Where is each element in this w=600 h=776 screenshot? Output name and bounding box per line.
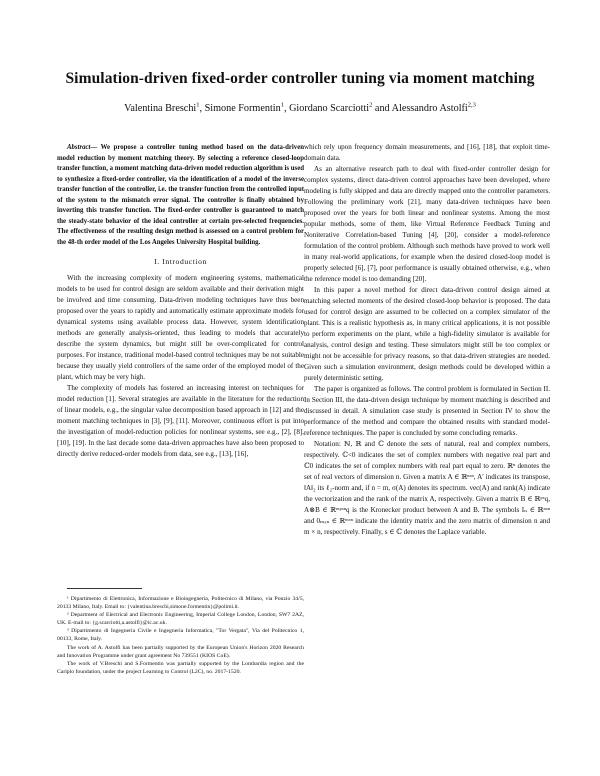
footnotes [57,588,304,676]
author-affiliation: 2,3 [467,101,476,109]
author-name: Simone Formentin [204,103,281,114]
abstract-label: Abstract [67,144,91,151]
author-name: Alessandro Astolfi [391,103,468,114]
left-column [57,143,304,460]
footnote: The work of V.Breschi and S.Formentin was partially supported by the Lombardia region and the Cariplo foundation, under the project Learning to Control (L2C), no. 2017-1520. [57,660,304,675]
author-affiliation: 1 [196,101,200,109]
paragraph: The complexity of models has fostered an increasing interest on techniques for model reduction [1]. Several strategies are available in the literature for the reduction of linear models, e.g., the singular value decomposition based approach in [12] and the moment matching techniques in [3], [9], [11]. Moreover, continuous effort is put into the investigation of model-reduction policies for nonlinear systems, see e.g., [2], [8], [10], [19]. In the last decade some data-driven approaches have also been proposed to directly derive reduced-order models from data, see e.g., [13], [16], [57,384,304,458]
author-name: Valentina Breschi [124,103,197,114]
paragraph: In this paper a novel method for direct data-driven control design aimed at matching selected moments of the desired closed-loop behavior is proposed. The data used for control design are assumed to be collected on a complex simulator of the plant. This is a realistic hypothesis as, in many critical applications, it is not possible to perform experiments on the plant, while a high-fidelity simulator is available for analysis, control design and testing. These simulators might still be too complex or might not be accessible for privacy reasons, so that data-driven strategies are needed. Given such a simulation environment, design methods could be developed within a purely deterministic setting. [304,286,550,382]
footnote: ² Department of Electrical and Electronic Engineering, Imperial College London, London, SW7 2AZ, UK. E-mail to: {g.scarciotti,a.astolfi}@ic.ac.uk. [57,612,304,627]
paragraph: As an alternative research path to deal with fixed-order controller design for complex systems, direct data-driven control approaches have been developed, where modeling is fully skipped and data are directly mapped onto the controller parameters. Following the preliminary work [21], many data-driven techniques have been proposed over the years for both linear and nonlinear systems. Among the most popular methods, some of them, like Virtual Reference Feedback Tuning and Noniterative Correlation-based Tuning [4], [20], consider a model-reference formulation of the control problem. Although such methods have proved to work well in many real-world applications, for example when the desired closed-loop model is properly selected [6], [7], poor performance is usually obtained otherwise, e.g., when the reference model is too demanding [20]. [304,165,550,283]
notation-paragraph: Notation: ℕ, ℝ and ℂ denote the sets of natural, real and complex numbers, respectively. ℂ<0 indicates the set of complex numbers with negative real part and ℂ0 indicates the set of complex numbers with real part equal to zero. ℝⁿ denotes the set of real vectors of dimension n. Given a matrix A ∈ ℝⁿˣⁿ, A′ indicates its transpose, ‖A‖₂ its ℓ₂-norm and, if n = m, σ(A) denotes its spectrum. vec(A) and rank(A) indicate the vectorization and the rank of the matrix A, respectively. Given a matrix B ∈ ℝᵖˣq, A⊗B ∈ ℝᵐᵖˣⁿq is the Kronecker product between A and B. The symbols Iₙ ∈ ℝⁿˣⁿ and 0ₘₓₙ ∈ ℝᵐˣⁿ indicate the identity matrix and the zero matrix of dimension n and m × n, respectively. Finally, s ∈ ℂ denotes the Laplace variable. [304,440,550,536]
author-list [40,103,560,114]
paragraph: With the increasing complexity of modern engineering systems, mathematical models to be used for control design are seldom available and their derivation might be involved and time consuming. Data-driven modeling techniques have thus been proposed over the years to rapidly and automatically estimate approximate models for dynamical systems using available process data. However, system identification methods are generally analysis-oriented, thus leading to models that accurately describe the system dynamics, but might still be over-complicated for control purposes. For instance, traditional model-based control techniques may be not suitable because they usually yield controllers of the same order of the employed model of the plant, which may be very high. [57,274,304,381]
footnote: The work of A. Astolfi has been partially supported by the European Union's Horizon 2020 Research and Innovation Programme under grant agreement No 739551 (KIOS CoE). [57,644,304,659]
abstract [57,143,304,248]
paper-title: Simulation-driven fixed-order controller tuning via moment matching [65,70,535,87]
author-name: Giordano Scarciotti [289,103,370,114]
paragraph: which rely upon frequency domain measurements, and [16], [18], that exploit time-domain data. [304,143,550,162]
author-affiliation: 1 [280,101,284,109]
right-column [304,142,550,538]
section-heading-introduction: I. Introduction [154,257,207,266]
author-separator: , [283,103,290,114]
abstract-text: — We propose a controller tuning method based on the data-driven model reduction by moment matching theory. By selecting a reference closed-loop transfer function, a moment matching data-driven model reduction algorithm is used to synthesize a fixed-order controller, via the identification of a model of the inverse transfer function of the controller, i.e. the transfer function from the controlled input of the system to the mismatch error signal. The controller is finally obtained by inverting this transfer function. The fixed-order controller is guaranteed to match the steady-state behavior of the ideal controller at certain pre-selected frequencies. The effectiveness of the resulting design method is assessed on a control problem for the 48-th order model of the Los Angeles University Hospital building. [57,144,304,246]
footnote-rule [67,588,142,589]
author-affiliation: 2 [369,101,373,109]
footnote: ¹ Dipartimento di Elettronica, Informazione e Bioingegneria, Politecnico di Milano, via Ponzio 34/5, 20133 Milano, Italy. Email to: {valentina.breschi,simone.formentin}@polimi.it. [57,596,304,611]
paragraph: The paper is organized as follows. The control problem is formulated in Section II. In Section III, the data-driven design technique by moment matching is described and discussed in detail. A simulation case study is presented in Section IV to show the performance of the method and compare the obtained results with standard model-reference techniques. The paper is concluded by some concluding remarks. [304,385,550,437]
author-separator: and [372,103,392,114]
footnote: ³ Dipartimento di Ingegneria Civile e Ingegneria Informatica, "Tor Vergata", Via del Politecnico 1, 00133, Rome, Italy. [57,628,304,643]
author-separator: , [199,103,205,114]
